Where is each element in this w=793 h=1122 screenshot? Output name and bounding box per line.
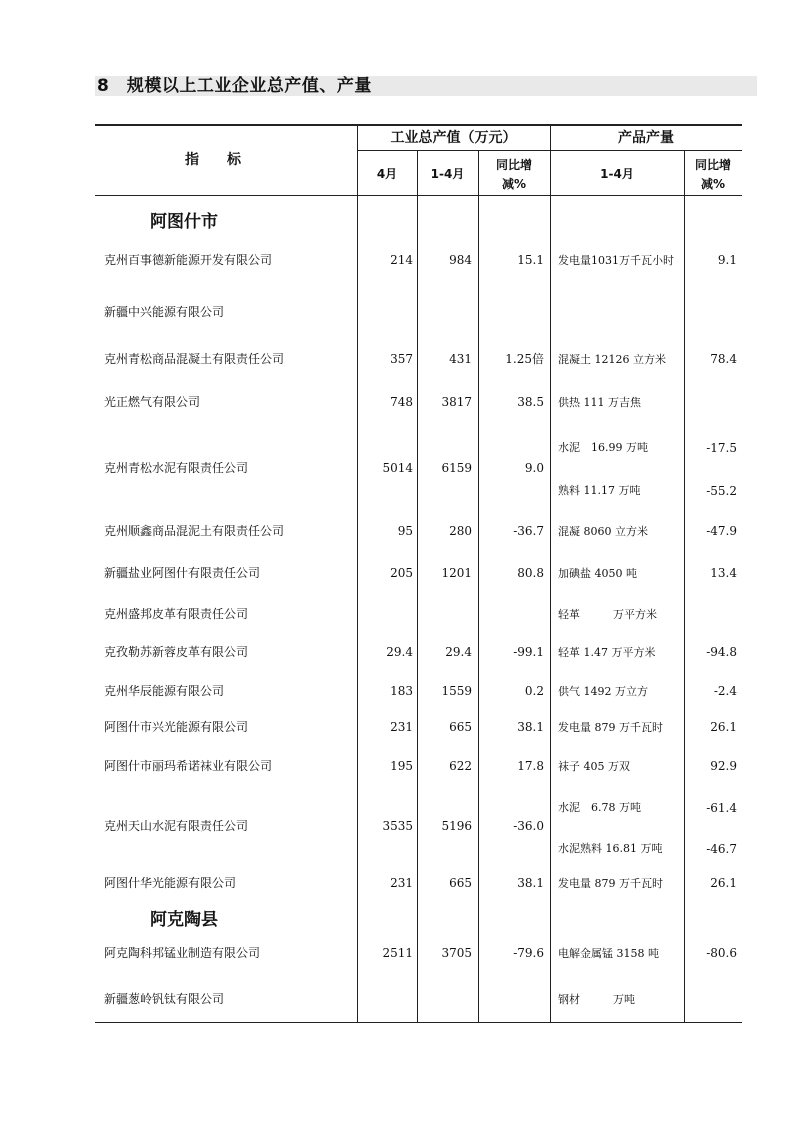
section-heading: 阿克陶县	[150, 910, 218, 930]
product-output: 发电量 879 万千瓦时	[558, 721, 663, 734]
header-prod-yoy-l1: 同比增	[694, 158, 731, 172]
april-value: 29.4	[386, 645, 413, 659]
header-product-group: 产品产量	[618, 130, 674, 146]
header-prod-jan-apr: 1-4月	[600, 167, 634, 181]
product-yoy: 9.1	[717, 253, 737, 267]
company-name: 光正燃气有限公司	[104, 395, 201, 409]
company-name: 新疆葱岭钒钛有限公司	[104, 992, 225, 1006]
header-bottom-rule	[95, 195, 742, 196]
jan-apr-value: 5196	[441, 819, 472, 833]
yoy-value: -99.1	[513, 645, 544, 659]
header-output-group: 工业总产值（万元）	[390, 130, 517, 146]
col-divider-4	[550, 125, 551, 1022]
company-name: 克州青松水泥有限责任公司	[104, 461, 249, 475]
product-yoy: 92.9	[710, 759, 737, 773]
product-yoy: 78.4	[710, 352, 737, 366]
jan-apr-value: 6159	[441, 461, 472, 475]
product-output: 水泥 6.78 万吨	[558, 801, 641, 814]
table-top-rule	[95, 124, 742, 126]
product-yoy: -94.8	[706, 645, 737, 659]
company-name: 阿图什市兴光能源有限公司	[104, 720, 249, 734]
col-divider-5	[684, 151, 685, 1022]
yoy-value: 80.8	[517, 566, 544, 580]
yoy-value: 9.0	[524, 461, 544, 475]
april-value: 195	[390, 759, 413, 773]
product-yoy: -46.7	[706, 842, 737, 856]
product-yoy: -17.5	[706, 441, 737, 455]
jan-apr-value: 431	[449, 352, 472, 366]
company-name: 克州青松商品混凝土有限责任公司	[104, 352, 285, 366]
jan-apr-value: 3705	[441, 946, 472, 960]
jan-apr-value: 280	[449, 524, 472, 538]
product-yoy: -47.9	[706, 524, 737, 538]
company-name: 克州百事德新能源开发有限公司	[104, 253, 273, 267]
april-value: 231	[390, 720, 413, 734]
april-value: 357	[390, 352, 413, 366]
jan-apr-value: 984	[449, 253, 472, 267]
header-april: 4月	[376, 167, 398, 181]
yoy-value: 17.8	[517, 759, 544, 773]
product-yoy: 13.4	[710, 566, 737, 580]
april-value: 95	[397, 524, 413, 538]
yoy-value: 1.25倍	[505, 352, 544, 366]
company-name: 阿克陶科邦锰业制造有限公司	[104, 946, 261, 960]
yoy-value: 38.1	[517, 876, 544, 890]
jan-apr-value: 29.4	[445, 645, 472, 659]
april-value: 2511	[382, 946, 413, 960]
company-name: 克州天山水泥有限责任公司	[104, 819, 249, 833]
product-output: 轻革 1.47 万平方米	[558, 646, 656, 659]
page-title: 8 规模以上工业企业总产值、产量	[97, 76, 372, 96]
product-output: 水泥熟料 16.81 万吨	[558, 842, 663, 855]
header-prod-yoy-l2: 减%	[700, 177, 726, 191]
jan-apr-value: 1201	[441, 566, 472, 580]
company-name: 克孜勒苏新蓉皮革有限公司	[104, 645, 249, 659]
product-output: 发电量 879 万千瓦时	[558, 877, 663, 890]
product-output: 袜子 405 万双	[558, 760, 630, 773]
company-name: 克州盛邦皮革有限责任公司	[104, 607, 249, 621]
april-value: 3535	[382, 819, 413, 833]
col-divider-2	[417, 151, 418, 1022]
section-heading: 阿图什市	[150, 212, 218, 232]
april-value: 205	[390, 566, 413, 580]
product-output: 水泥 16.99 万吨	[558, 441, 648, 454]
jan-apr-value: 3817	[441, 395, 472, 409]
april-value: 5014	[382, 461, 413, 475]
yoy-value: -36.7	[513, 524, 544, 538]
jan-apr-value: 622	[449, 759, 472, 773]
april-value: 748	[390, 395, 413, 409]
product-output: 供气 1492 万立方	[558, 685, 648, 698]
yoy-value: 0.2	[524, 684, 544, 698]
product-output: 发电量1031万千瓦小时	[558, 254, 674, 267]
yoy-value: -36.0	[513, 819, 544, 833]
company-name: 阿图什市丽玛希诺袜业有限公司	[104, 759, 273, 773]
jan-apr-value: 665	[449, 720, 472, 734]
col-divider-3	[478, 151, 479, 1022]
company-name: 新疆盐业阿图什有限责任公司	[104, 566, 261, 580]
april-value: 183	[390, 684, 413, 698]
header-indicator: 指 标	[185, 152, 241, 168]
product-yoy: -55.2	[706, 484, 737, 498]
april-value: 214	[390, 253, 413, 267]
product-output: 供热 111 万吉焦	[558, 396, 641, 409]
product-yoy: -80.6	[706, 946, 737, 960]
company-name: 新疆中兴能源有限公司	[104, 305, 225, 319]
product-output: 电解金属锰 3158 吨	[558, 947, 659, 960]
product-output: 轻革 万平方米	[558, 608, 657, 621]
product-output: 熟料 11.17 万吨	[558, 484, 641, 497]
header-yoy-l2: 减%	[501, 177, 527, 191]
product-yoy: 26.1	[710, 720, 737, 734]
yoy-value: -79.6	[513, 946, 544, 960]
product-yoy: -2.4	[713, 684, 737, 698]
product-yoy: -61.4	[706, 801, 737, 815]
jan-apr-value: 1559	[441, 684, 472, 698]
product-output: 混凝土 12126 立方米	[558, 353, 666, 366]
yoy-value: 38.1	[517, 720, 544, 734]
header-yoy-l1: 同比增	[495, 158, 532, 172]
company-name: 阿图什华光能源有限公司	[104, 876, 237, 890]
table-bottom-rule	[95, 1022, 742, 1023]
yoy-value: 38.5	[517, 395, 544, 409]
april-value: 231	[390, 876, 413, 890]
product-output: 加碘盐 4050 吨	[558, 567, 637, 580]
product-output: 钢材 万吨	[558, 993, 635, 1006]
product-yoy: 26.1	[710, 876, 737, 890]
company-name: 克州华辰能源有限公司	[104, 684, 225, 698]
product-output: 混凝 8060 立方米	[558, 525, 648, 538]
header-jan-apr: 1-4月	[430, 167, 465, 181]
yoy-value: 15.1	[517, 253, 544, 267]
jan-apr-value: 665	[449, 876, 472, 890]
company-name: 克州顺鑫商品混泥土有限责任公司	[104, 524, 285, 538]
